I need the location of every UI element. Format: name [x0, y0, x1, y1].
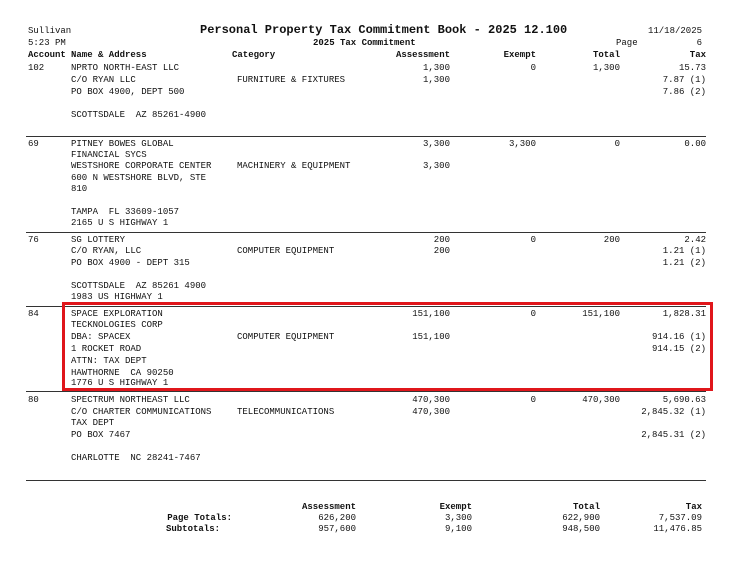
- assessment: 470,300: [412, 395, 450, 405]
- row-divider: [26, 136, 706, 137]
- total: 470,300: [582, 395, 620, 405]
- tax-installment-2: 7.86 (2): [662, 87, 706, 97]
- subtotals-tax: 11,476.85: [653, 524, 702, 534]
- col-account: Account: [28, 50, 66, 60]
- tax-installment-1: 914.16 (1): [651, 332, 706, 342]
- print-date: 11/18/2025: [647, 26, 702, 36]
- tax: 2.42: [684, 235, 706, 245]
- category-assessment: 3,300: [422, 161, 450, 171]
- report-subtitle: 2025 Tax Commitment: [313, 38, 416, 48]
- name-line: 2165 U S HIGHWAY 1: [71, 218, 169, 228]
- name-line: 810: [71, 184, 88, 194]
- name-line: DBA: SPACEX: [71, 332, 131, 342]
- name-line: CHARLOTTE NC 28241-7467: [71, 453, 201, 463]
- totals-header-tax: Tax: [685, 502, 702, 512]
- name-line: NPRTO NORTH-EAST LLC: [71, 63, 180, 73]
- col-total: Total: [592, 50, 620, 60]
- exempt: 0: [530, 395, 536, 405]
- col-name: Name & Address: [71, 50, 147, 60]
- name-line: PO BOX 4900 - DEPT 315: [71, 258, 190, 268]
- name-line: SCOTTSDALE AZ 85261-4900: [71, 110, 207, 120]
- row-divider: [26, 391, 706, 392]
- name-line: PO BOX 7467: [71, 430, 131, 440]
- col-tax: Tax: [689, 50, 706, 60]
- assessment: 3,300: [422, 139, 450, 149]
- account-number: 80: [28, 395, 39, 405]
- account-number: 69: [28, 139, 39, 149]
- assessment: 200: [433, 235, 450, 245]
- subtotals-label: Subtotals:: [165, 524, 220, 534]
- name-line: SPACE EXPLORATION: [71, 309, 163, 319]
- col-category: Category: [232, 50, 276, 60]
- category-assessment: 1,300: [422, 75, 450, 85]
- page-totals-tax: 7,537.09: [658, 513, 702, 523]
- page-totals-assessment: 626,200: [318, 513, 356, 523]
- name-line: WESTSHORE CORPORATE CENTER: [71, 161, 212, 171]
- name-line: FINANCIAL SYCS: [71, 150, 147, 160]
- town-name: Sullivan: [28, 26, 72, 36]
- print-time: 5:23 PM: [28, 38, 66, 48]
- category: MACHINERY & EQUIPMENT: [237, 161, 351, 171]
- tax: 1,828.31: [662, 309, 706, 319]
- exempt: 0: [530, 309, 536, 319]
- name-line: 600 N WESTSHORE BLVD, STE: [71, 173, 207, 183]
- name-line: C/O RYAN, LLC: [71, 246, 142, 256]
- total: 0: [614, 139, 620, 149]
- exempt: 0: [530, 235, 536, 245]
- category: FURNITURE & FIXTURES: [237, 75, 346, 85]
- row-divider: [26, 232, 706, 233]
- name-line: 1 ROCKET ROAD: [71, 344, 142, 354]
- name-line: ATTN: TAX DEPT: [71, 356, 147, 366]
- page-label: Page: [616, 38, 638, 48]
- tax: 15.73: [678, 63, 706, 73]
- tax-installment-1: 1.21 (1): [662, 246, 706, 256]
- tax-installment-1: 7.87 (1): [662, 75, 706, 85]
- category: TELECOMMUNICATIONS: [237, 407, 335, 417]
- subtotals-assessment: 957,600: [318, 524, 356, 534]
- page-number: 6: [696, 38, 702, 48]
- account-number: 102: [28, 63, 45, 73]
- category: COMPUTER EQUIPMENT: [237, 332, 335, 342]
- account-number: 76: [28, 235, 39, 245]
- name-line: PITNEY BOWES GLOBAL: [71, 139, 174, 149]
- name-line: SPECTRUM NORTHEAST LLC: [71, 395, 190, 405]
- page-totals-label: Page Totals:: [167, 513, 232, 523]
- name-line: C/O CHARTER COMMUNICATIONS: [71, 407, 212, 417]
- tax-installment-2: 914.15 (2): [651, 344, 706, 354]
- name-line: SCOTTSDALE AZ 85261 4900: [71, 281, 207, 291]
- report-title: Personal Property Tax Commitment Book - 2025 12.100: [200, 23, 568, 37]
- tax: 0.00: [684, 139, 706, 149]
- page-totals-total: 622,900: [562, 513, 600, 523]
- category-assessment: 470,300: [412, 407, 450, 417]
- col-exempt: Exempt: [503, 50, 536, 60]
- subtotals-total: 948,500: [562, 524, 600, 534]
- assessment: 151,100: [412, 309, 450, 319]
- totals-header-exempt: Exempt: [439, 502, 472, 512]
- name-line: C/O RYAN LLC: [71, 75, 136, 85]
- total: 151,100: [582, 309, 620, 319]
- total: 1,300: [592, 63, 620, 73]
- tax: 5,690.63: [662, 395, 706, 405]
- highlight-box: [62, 302, 713, 391]
- name-line: TAMPA FL 33609-1057: [71, 207, 180, 217]
- tax-installment-2: 1.21 (2): [662, 258, 706, 268]
- name-line: 1776 U S HIGHWAY 1: [71, 378, 169, 388]
- totals-header-total: Total: [572, 502, 600, 512]
- tax-installment-2: 2,845.31 (2): [641, 430, 706, 440]
- name-line: TECKNOLOGIES CORP: [71, 320, 163, 330]
- exempt: 3,300: [508, 139, 536, 149]
- subtotals-exempt: 9,100: [444, 524, 472, 534]
- name-line: SG LOTTERY: [71, 235, 126, 245]
- page-totals-exempt: 3,300: [444, 513, 472, 523]
- category-assessment: 151,100: [412, 332, 450, 342]
- exempt: 0: [530, 63, 536, 73]
- name-line: 1983 US HIGHWAY 1: [71, 292, 163, 302]
- total: 200: [603, 235, 620, 245]
- name-line: HAWTHORNE CA 90250: [71, 368, 174, 378]
- assessment: 1,300: [422, 63, 450, 73]
- section-divider: [26, 480, 706, 481]
- category-assessment: 200: [433, 246, 450, 256]
- totals-header-assessment: Assessment: [301, 502, 356, 512]
- name-line: PO BOX 4900, DEPT 500: [71, 87, 185, 97]
- name-line: TAX DEPT: [71, 418, 115, 428]
- tax-installment-1: 2,845.32 (1): [641, 407, 706, 417]
- col-assessment: Assessment: [395, 50, 450, 60]
- category: COMPUTER EQUIPMENT: [237, 246, 335, 256]
- account-number: 84: [28, 309, 39, 319]
